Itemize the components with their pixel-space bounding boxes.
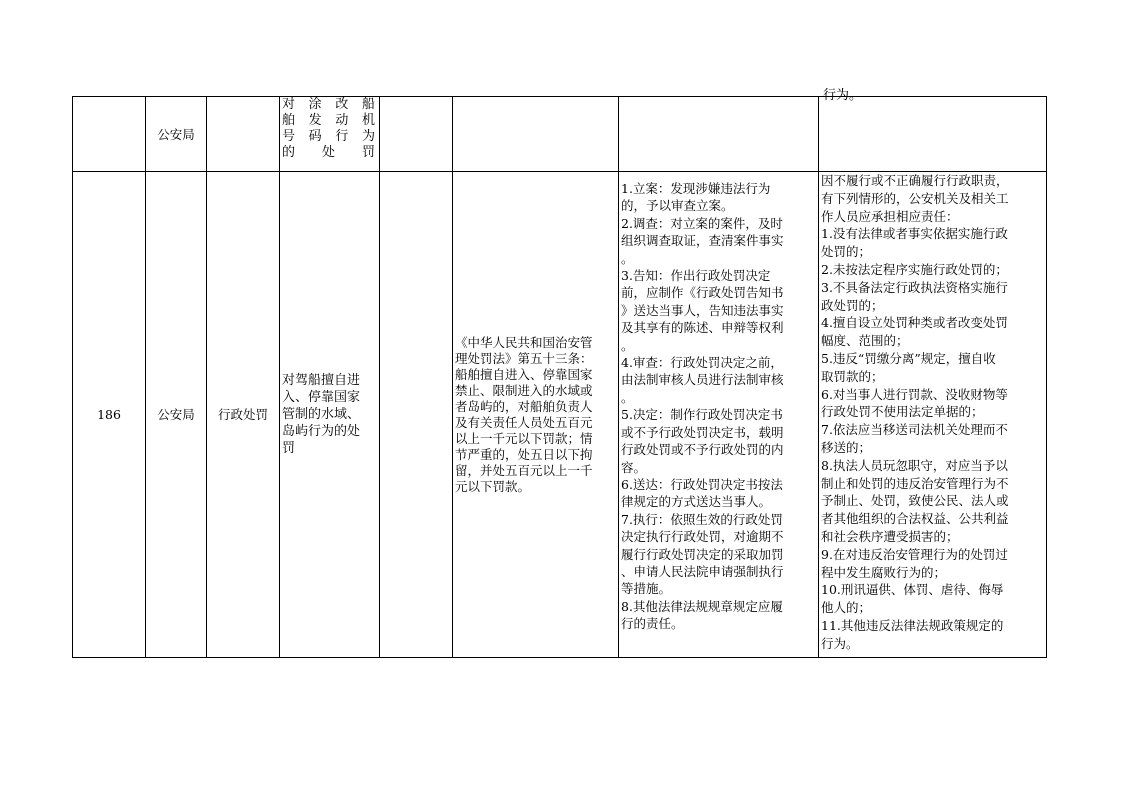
text-line: 者岛屿的，对船舶负责人	[455, 398, 593, 414]
text-line: 和社会秩序遭受损害的；	[821, 528, 959, 544]
text-line: 节严重的，处五日以下拘	[455, 446, 593, 462]
cell-item	[280, 172, 380, 658]
text-line: 行为。	[823, 88, 863, 103]
text-line: 履行行政处罚决定的采取加罚	[621, 546, 784, 562]
text-line: 及有关责任人员处五百元	[455, 414, 593, 430]
text-line: 》送达当事人，告知违法事实	[621, 302, 784, 318]
text-line: 有下列情形的，公安机关及相关工	[821, 190, 1009, 206]
text-line: 理处罚法》第五十三条：	[455, 350, 593, 366]
text-line: 入、停靠国家	[282, 390, 361, 405]
text-line: 处罚的；	[821, 244, 872, 260]
cell-type	[207, 97, 280, 172]
text-line: 4.审查：行政处罚决定之前，	[621, 355, 783, 371]
text-line: 3.不具备法定行政执法资格实施行	[821, 279, 1008, 295]
text-line: 。	[621, 250, 634, 266]
cell-liability	[819, 88, 1047, 172]
cell-dept: 公安局	[146, 97, 207, 172]
text-line: 程中发生腐败行为的；	[821, 564, 947, 580]
text-line: 移送的；	[821, 439, 872, 455]
text-line: 。	[621, 389, 634, 405]
text-line: 7.执行：依照生效的行政处罚	[621, 511, 783, 527]
liability-table	[72, 88, 1047, 658]
text-line: 政处罚的；	[821, 297, 884, 313]
text-line: 对涂改船	[282, 97, 377, 112]
text-line: 行为。	[821, 635, 859, 651]
text-line: 制止和处罚的违反治安管理行为不	[821, 475, 1009, 491]
text-line: 1.立案：发现涉嫌违法行为	[621, 181, 771, 196]
cell-process	[619, 172, 819, 658]
cell-basis	[453, 172, 619, 658]
text-line: 5.决定：制作行政处罚决定书	[621, 407, 783, 423]
text-line: 行政处罚或不予行政处罚的内	[621, 442, 784, 458]
text-line: 组织调查取证，查清案件事实	[621, 233, 784, 249]
text-line: 5.违反“罚缴分离”规定，擅自收	[821, 350, 996, 366]
text-line: 因不履行或不正确履行行政职责，	[821, 173, 1009, 188]
cell-extra	[380, 172, 453, 658]
text-line: 他人的；	[821, 600, 872, 616]
text-line: 2.未按法定程序实施行政处罚的；	[821, 261, 1008, 277]
cell-extra	[380, 97, 453, 172]
text-line: 舶发动机	[282, 113, 377, 128]
text-line: 取罚款的；	[821, 368, 884, 384]
text-line: 幅度、范围的；	[821, 333, 909, 349]
process-lines	[621, 180, 816, 633]
cell-no: 186	[73, 172, 146, 658]
text-line: 予制止、处罚，致使公民、法人或	[821, 493, 1009, 509]
text-line: 前，应制作《行政处罚告知书	[621, 285, 784, 301]
text-line: 6.送达：行政处罚决定书按法	[621, 476, 783, 492]
text-line: 禁止、限制进入的水域或	[455, 382, 593, 398]
text-line: 的，予以审查立案。	[621, 198, 734, 214]
text-line: 决定执行行政处罚，对逾期不	[621, 529, 784, 545]
text-line: 以上一千元以下罚款；情	[455, 430, 593, 446]
basis-lines	[455, 335, 616, 495]
text-line: 船舶擅自进入、停靠国家	[455, 366, 593, 382]
cell-dept: 公安局	[146, 172, 207, 658]
text-line: 11.其他违反法律法规政策规定的	[821, 617, 1004, 633]
text-line: 由法制审核人员进行法制审核	[621, 372, 784, 388]
text-line: 管制的水域、	[282, 407, 361, 422]
text-line: 容。	[621, 459, 647, 475]
table-row	[73, 97, 1047, 172]
cell-type: 行政处罚	[207, 172, 280, 658]
text-line: 4.擅自设立处罚种类或者改变处罚	[821, 315, 1008, 331]
text-line: 1.没有法律或者事实依据实施行政	[821, 226, 1008, 242]
text-line: 或不予行政处罚决定书，载明	[621, 424, 784, 440]
text-line: 行的责任。	[621, 616, 684, 632]
text-line: 及其享有的陈述、申辩等权利	[621, 320, 784, 336]
text-line: 罚	[282, 441, 296, 456]
text-line: 对驾船擅自进	[282, 373, 361, 388]
text-line: 岛屿行为的处	[282, 424, 361, 439]
table-row	[73, 172, 1047, 658]
item-lines	[282, 372, 377, 457]
text-line: 元以下罚款。	[455, 478, 531, 494]
text-line: 、申请人民法院申请强制执行	[621, 563, 784, 579]
text-line: 行政处罚不使用法定单据的；	[821, 404, 984, 420]
liability-lines	[821, 172, 1044, 653]
text-line: 9.在对违反治安管理行为的处罚过	[821, 546, 1008, 562]
text-line: 10.刑讯逼供、体罚、虐待、侮辱	[821, 582, 1004, 598]
text-line: 的处罚	[282, 145, 377, 160]
text-line: 3.告知：作出行政处罚决定	[621, 268, 771, 284]
text-line: 等措施。	[621, 581, 672, 597]
text-line: 者其他组织的合法权益、公共利益	[821, 511, 1009, 527]
cell-no	[73, 97, 146, 172]
text-line: 8.执法人员玩忽职守，对应当予以	[821, 457, 1008, 473]
item-lines	[282, 97, 377, 161]
cell-item	[280, 97, 380, 172]
cell-basis	[453, 97, 619, 172]
text-line: 作人员应承担相应责任：	[821, 208, 959, 224]
text-line: 6.对当事人进行罚款、没收财物等	[821, 386, 1008, 402]
text-line: 号码行为	[282, 129, 377, 144]
text-line: 8.其他法律法规规章规定应履	[621, 598, 783, 614]
cell-liability	[819, 172, 1047, 658]
text-line: 《中华人民共和国治安管	[455, 334, 593, 350]
text-line: 律规定的方式送达当事人。	[621, 494, 772, 510]
text-line: 留，并处五百元以上一千	[455, 462, 593, 478]
cell-process	[619, 97, 819, 172]
text-line: 。	[621, 337, 634, 353]
text-line: 7.依法应当移送司法机关处理而不	[821, 422, 1008, 438]
text-line: 2.调查：对立案的案件，及时	[621, 215, 783, 231]
